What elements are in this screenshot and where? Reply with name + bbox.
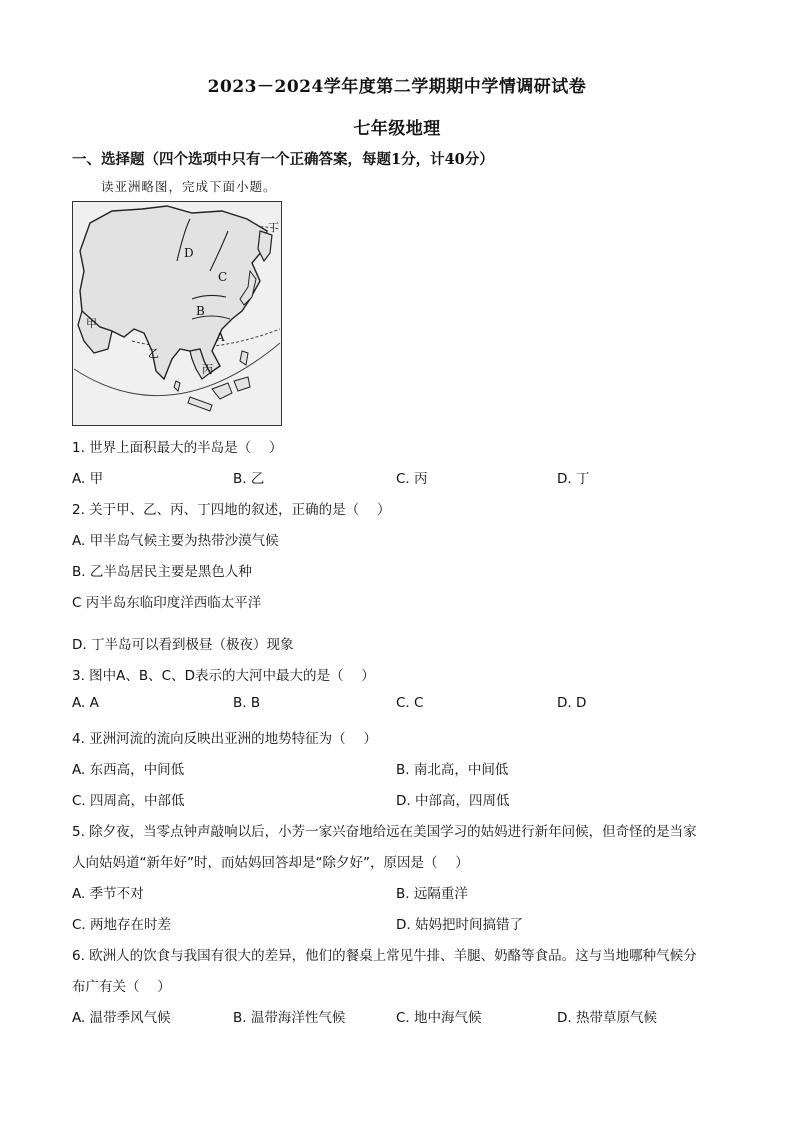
question-1-option-d[interactable]: D. 丁 — [557, 471, 590, 487]
question-6-stem-line2: 布广有关（ ） — [72, 979, 171, 995]
question-3-option-d[interactable]: D. D — [557, 695, 587, 711]
map-label-ding: 丁 — [268, 221, 279, 234]
question-1-stem: 1. 世界上面积最大的半岛是（ ） — [72, 440, 283, 456]
question-5-stem-line2: 人向姑妈道“新年好”时，而姑妈回答却是“除夕好”，原因是（ ） — [72, 855, 469, 871]
question-2-stem: 2. 关于甲、乙、丙、丁四地的叙述，正确的是（ ） — [72, 502, 391, 518]
map-label-b: B — [196, 304, 205, 318]
map-label-jia: 甲 — [86, 317, 97, 330]
question-5-option-a[interactable]: A. 季节不对 — [72, 886, 144, 902]
section-heading: 一、选择题（四个选项中只有一个正确答案，每题1分，计40分） — [72, 151, 494, 168]
question-1-option-b[interactable]: B. 乙 — [233, 471, 265, 487]
question-4-stem: 4. 亚洲河流的流向反映出亚洲的地势特征为（ ） — [72, 731, 377, 747]
question-1-option-c[interactable]: C. 丙 — [396, 471, 428, 487]
question-4-option-c[interactable]: C. 四周高，中部低 — [72, 793, 185, 809]
exam-subtitle: 七年级地理 — [353, 119, 441, 139]
question-6-option-a[interactable]: A. 温带季风气候 — [72, 1010, 171, 1026]
question-6-option-d[interactable]: D. 热带草原气候 — [557, 1010, 657, 1026]
question-3-option-b[interactable]: B. B — [233, 695, 261, 711]
question-3-option-a[interactable]: A. A — [72, 695, 99, 711]
question-2-option-a[interactable]: A. 甲半岛气候主要为热带沙漠气候 — [72, 533, 279, 549]
exam-title: 2023－2024学年度第二学期期中学情调研试卷 — [207, 77, 587, 97]
question-2-option-c[interactable]: C 丙半岛东临印度洋西临太平洋 — [72, 595, 262, 611]
question-2-option-d[interactable]: D. 丁半岛可以看到极昼（极夜）现象 — [72, 637, 294, 653]
map-label-d: D — [184, 246, 194, 260]
question-4-option-a[interactable]: A. 东西高，中间低 — [72, 762, 185, 778]
map-label-c: C — [218, 270, 228, 284]
question-4-option-b[interactable]: B. 南北高，中间低 — [396, 762, 509, 778]
map-label-yi: 乙 — [148, 347, 159, 360]
question-6-option-c[interactable]: C. 地中海气候 — [396, 1010, 482, 1026]
question-1-option-a[interactable]: A. 甲 — [72, 471, 104, 487]
question-3-option-c[interactable]: C. C — [396, 695, 424, 711]
question-6-stem-line1: 6. 欧洲人的饮食与我国有很大的差异，他们的餐桌上常见牛排、羊腿、奶酪等食品。这与当地哪种气候分 — [72, 948, 697, 964]
question-4-option-d[interactable]: D. 中部高，四周低 — [396, 793, 510, 809]
question-5-option-d[interactable]: D. 姑妈把时间搞错了 — [396, 917, 523, 933]
question-2-option-b[interactable]: B. 乙半岛居民主要是黑色人种 — [72, 564, 252, 580]
question-5-option-b[interactable]: B. 远隔重洋 — [396, 886, 468, 902]
section-intro: 读亚洲略图，完成下面小题。 — [101, 179, 277, 194]
question-5-stem-line1: 5. 除夕夜，当零点钟声敲响以后，小芳一家兴奋地给远在美国学习的姑妈进行新年问候，但奇怪的是当家 — [72, 824, 697, 840]
question-5-option-c[interactable]: C. 两地存在时差 — [72, 917, 172, 933]
question-6-option-b[interactable]: B. 温带海洋性气候 — [233, 1010, 346, 1026]
map-label-bing: 丙 — [202, 363, 213, 376]
asia-map — [72, 201, 282, 426]
question-3-stem: 3. 图中A、B、C、D表示的大河中最大的是（ ） — [72, 668, 375, 684]
map-label-a: A — [216, 330, 225, 344]
